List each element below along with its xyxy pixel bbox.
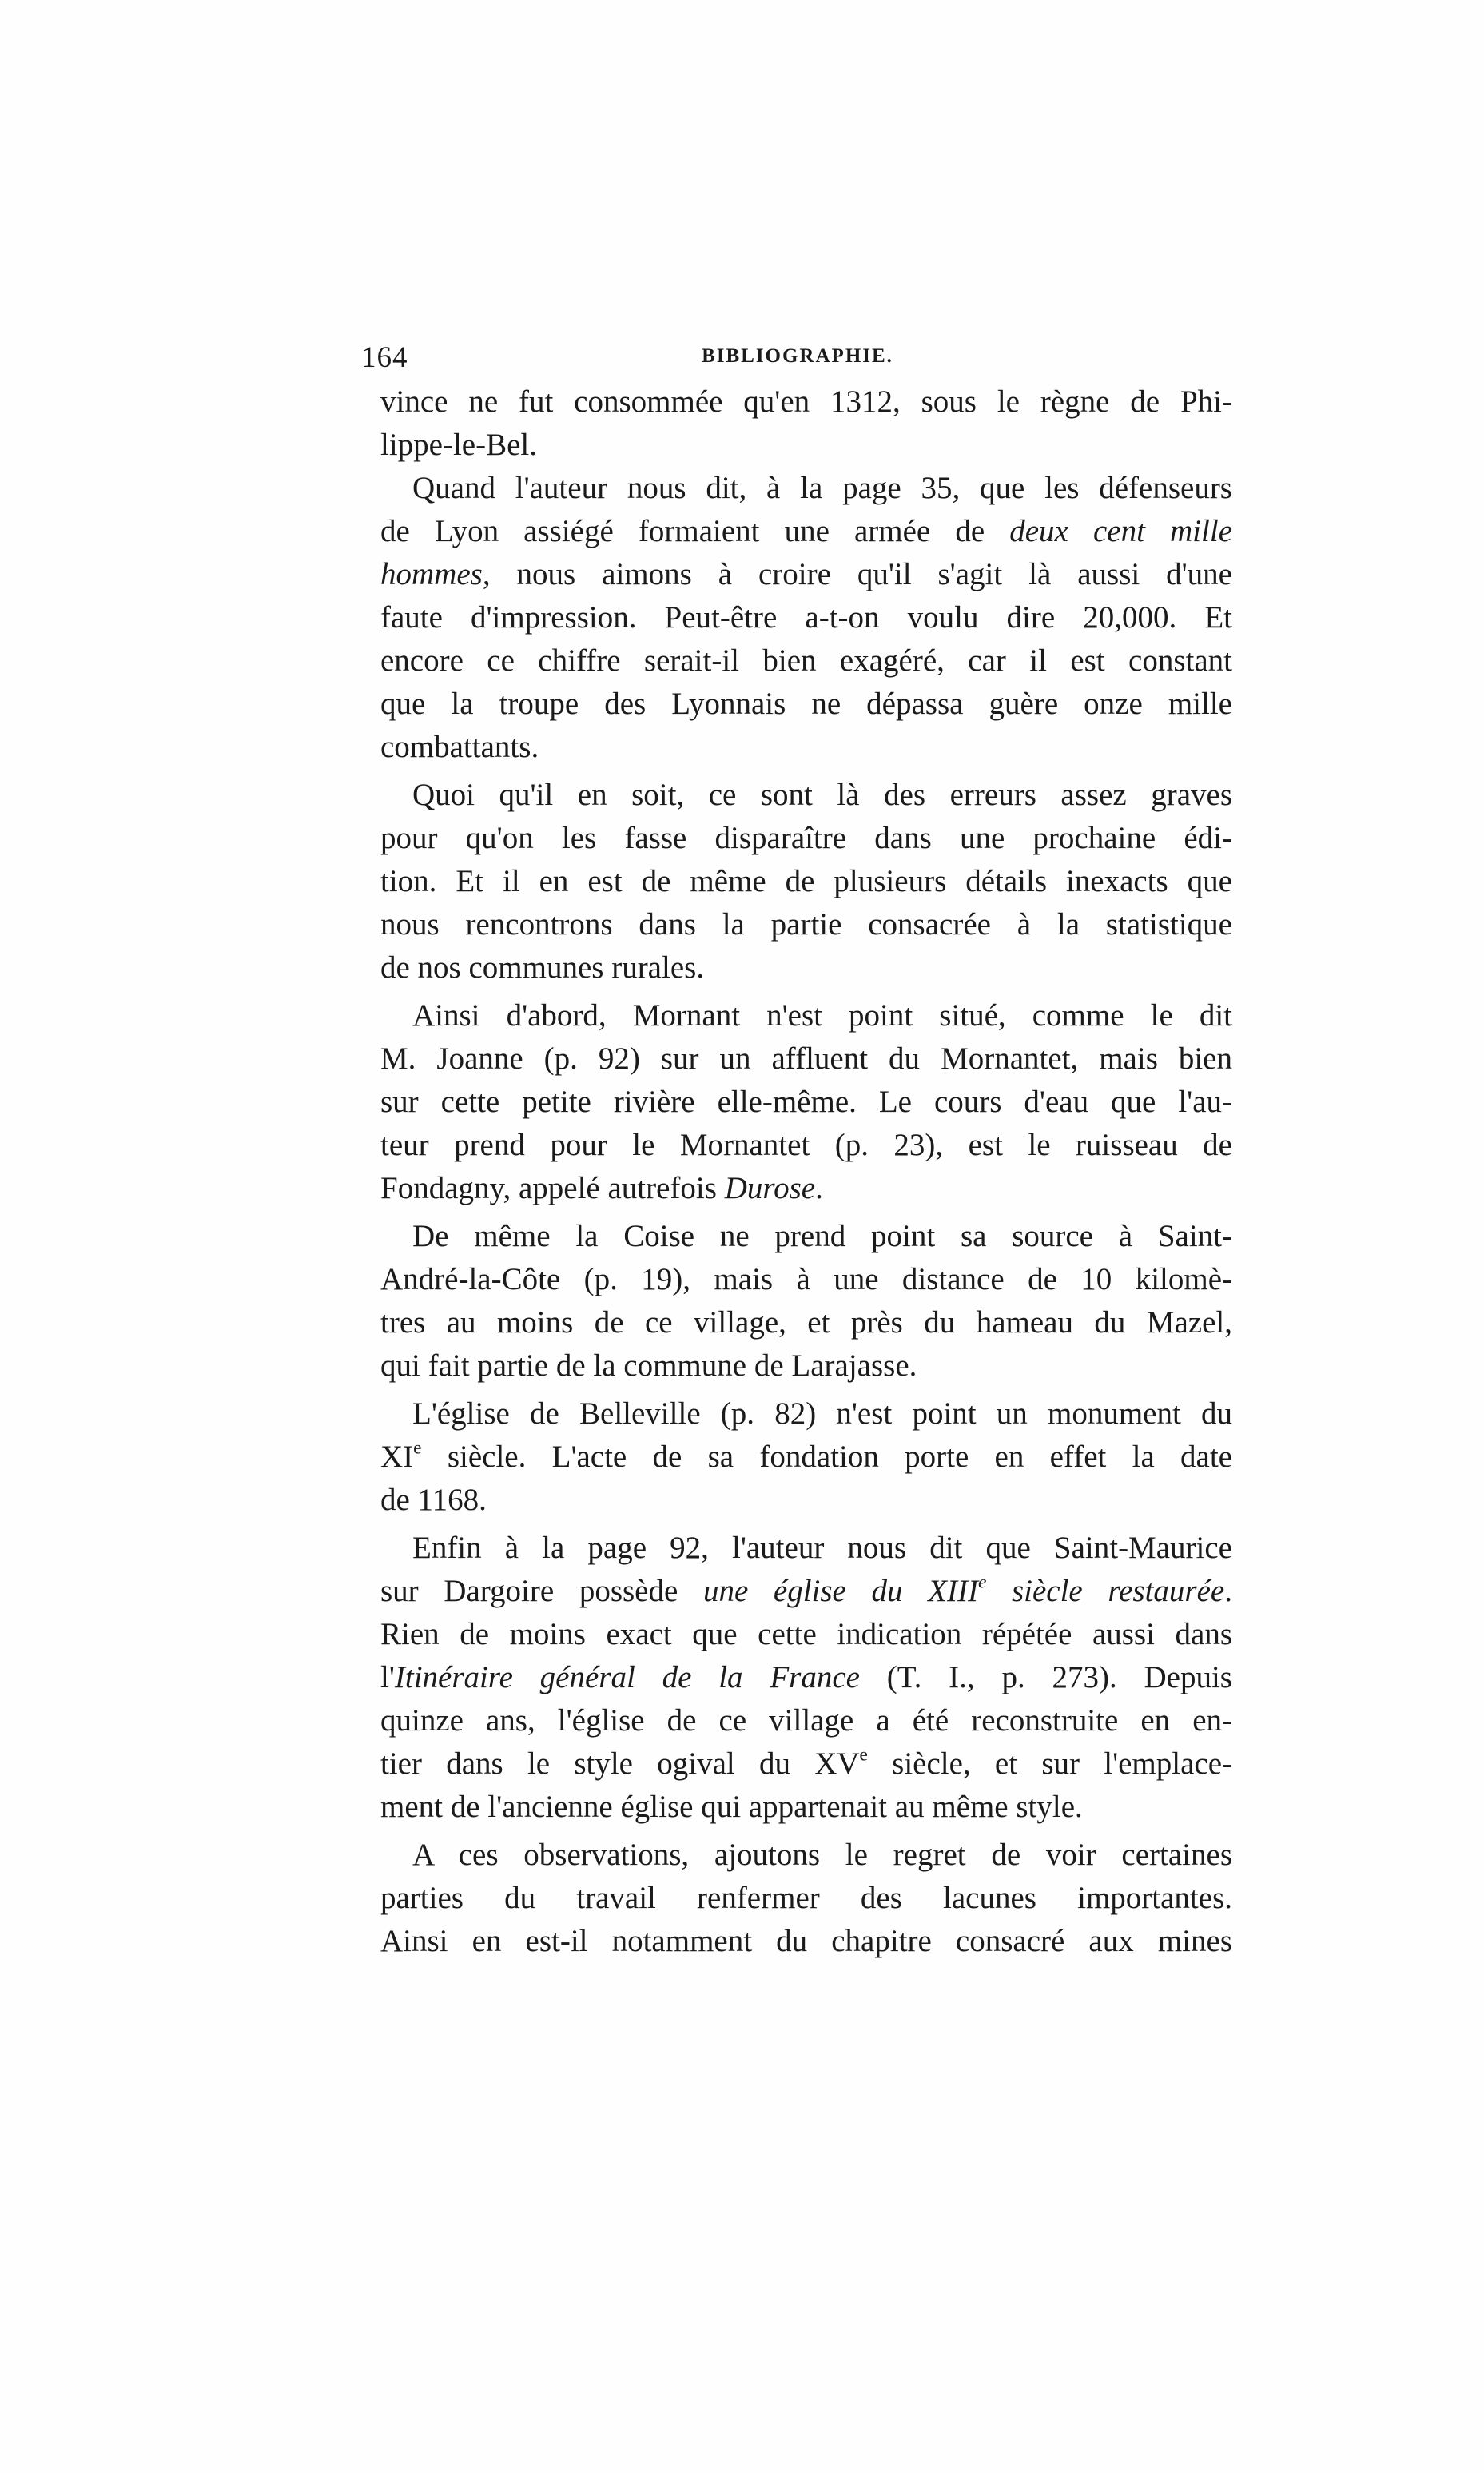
text-run: , nous aimons à croire qu'il s'agit là aussi d'une xyxy=(482,557,1232,591)
text-line: André-la-Côte (p. 19), mais à une distance de 10 kilomè- xyxy=(380,1262,1232,1296)
italic-run: une église du XIII xyxy=(702,1574,978,1608)
text-line xyxy=(380,1167,1232,1210)
text-run: sur Dargoire possède xyxy=(380,1574,703,1608)
italic-run: Itinéraire général de la France xyxy=(394,1660,860,1694)
text-line: combattants. xyxy=(380,730,539,764)
text-run: XI xyxy=(380,1440,414,1474)
text-line: A ces observations, ajoutons le regret de voir certaines xyxy=(412,1838,1232,1872)
text-run: . xyxy=(1224,1574,1232,1608)
text-line xyxy=(380,510,1232,553)
text-line: faute d'impression. Peut-être a-t-on voulu dire 20,000. Et xyxy=(380,600,1232,635)
text-line: de 1168. xyxy=(380,1483,487,1517)
italic-run: siècle restaurée xyxy=(986,1574,1225,1608)
text-line: encore ce chiffre serait-il bien exagéré, car il est constant xyxy=(380,643,1232,678)
text-line: parties du travail renfermer des lacunes importantes. xyxy=(380,1881,1232,1915)
italic-run: hommes xyxy=(380,557,483,591)
text-line: teur prend pour le Mornantet (p. 23), est le ruisseau de xyxy=(380,1128,1232,1162)
text-line: vince ne fut consommée qu'en 1312, sous le règne de Phi- xyxy=(380,384,1232,419)
text-line: qui fait partie de la commune de Larajasse. xyxy=(380,1348,917,1383)
text-line: ment de l'ancienne église qui appartenait au même style. xyxy=(380,1790,1083,1824)
text-line: tion. Et il en est de même de plusieurs détails inexacts que xyxy=(380,864,1232,898)
text-run: (T. I., p. 273). Depuis xyxy=(859,1660,1232,1694)
running-head xyxy=(361,340,1234,385)
text-line: nous rencontrons dans la partie consacrée à la statistique xyxy=(380,907,1232,942)
text-line: L'église de Belleville (p. 82) n'est point un monument du xyxy=(412,1396,1232,1431)
text-run: Fondagny, appelé autrefois xyxy=(380,1171,725,1205)
running-title: BIBLIOGRAPHIE. xyxy=(702,345,893,367)
superscript: e xyxy=(413,1437,422,1459)
text-line: pour qu'on les fasse disparaître dans une prochaine édi- xyxy=(380,821,1232,855)
text-line xyxy=(380,1656,1232,1699)
body-text xyxy=(380,380,1232,1963)
text-run: tier dans le style ogival du XV xyxy=(380,1746,860,1781)
text-line: Quand l'auteur nous dit, à la page 35, que les défenseurs xyxy=(412,471,1232,505)
text-run: . xyxy=(815,1171,823,1205)
text-line: Quoi qu'il en soit, ce sont là des erreurs assez graves xyxy=(412,778,1232,812)
text-line xyxy=(380,553,1232,596)
text-line xyxy=(380,1570,1232,1613)
text-run: de Lyon assiégé formaient une armée de xyxy=(380,514,1010,548)
text-run: l' xyxy=(380,1660,395,1694)
text-line: tres au moins de ce village, et près du hameau du Mazel, xyxy=(380,1305,1232,1340)
text-line: quinze ans, l'église de ce village a été reconstruite en en- xyxy=(380,1703,1232,1738)
text-line: M. Joanne (p. 92) sur un affluent du Mornantet, mais bien xyxy=(380,1041,1232,1076)
superscript: e xyxy=(977,1571,987,1593)
text-line: lippe-le-Bel. xyxy=(380,428,538,462)
italic-run: deux cent mille xyxy=(1009,514,1232,548)
text-line: Rien de moins exact que cette indication répétée aussi dans xyxy=(380,1617,1232,1651)
text-line xyxy=(380,1742,1232,1786)
text-line xyxy=(380,1436,1232,1479)
page-number: 164 xyxy=(361,341,408,374)
text-line: sur cette petite rivière elle-même. Le cours d'eau que l'au- xyxy=(380,1085,1232,1119)
text-run: siècle, et sur l'emplace- xyxy=(867,1746,1232,1781)
text-run: siècle. L'acte de sa fondation porte en effet la date xyxy=(421,1440,1232,1474)
text-line: Ainsi d'abord, Mornant n'est point situé, comme le dit xyxy=(412,998,1232,1033)
superscript: e xyxy=(859,1744,868,1766)
text-line: que la troupe des Lyonnais ne dépassa guère onze mille xyxy=(380,687,1232,721)
text-line: Enfin à la page 92, l'auteur nous dit que Saint-Maurice xyxy=(412,1531,1232,1565)
text-line: de nos communes rurales. xyxy=(380,950,705,985)
text-line: De même la Coise ne prend point sa source à Saint- xyxy=(412,1219,1232,1253)
italic-run: Durose xyxy=(724,1171,816,1205)
text-line: Ainsi en est-il notamment du chapitre consacré aux mines xyxy=(380,1924,1232,1958)
